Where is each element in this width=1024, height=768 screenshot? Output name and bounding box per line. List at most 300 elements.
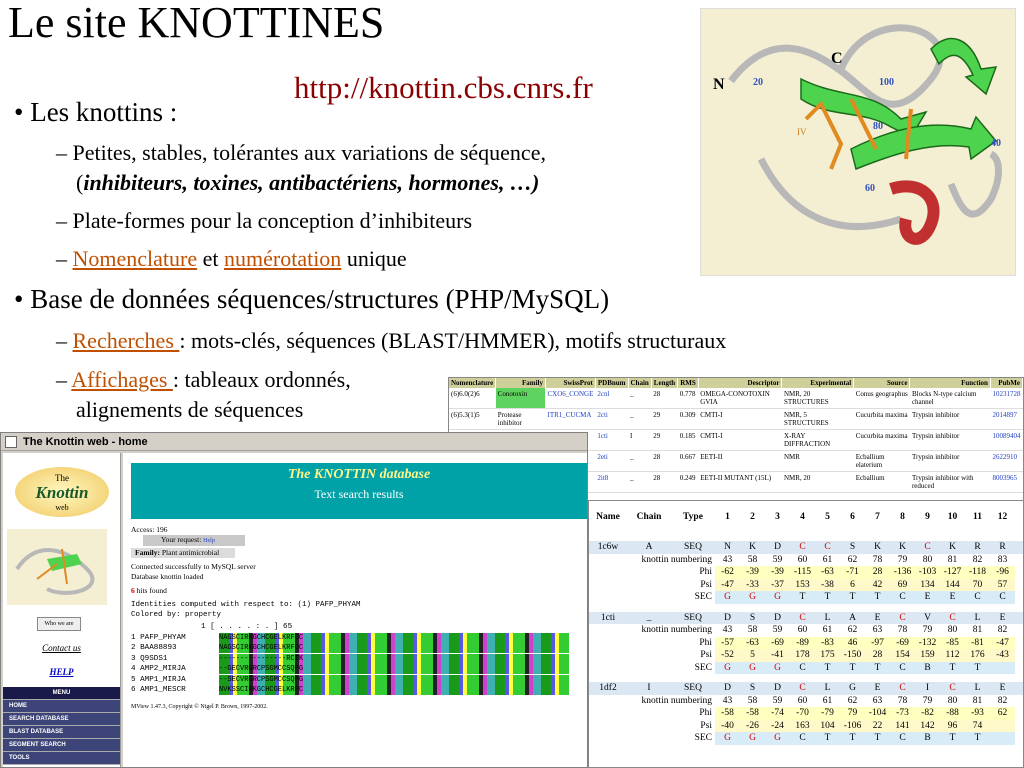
results-cell: CMTI-I: [698, 430, 782, 451]
numbering-row: [589, 591, 1023, 604]
numbering-cell: 62: [847, 625, 858, 635]
numbering-cell: 96: [940, 720, 965, 733]
numbering-cell: C: [790, 662, 815, 675]
numbering-cell: T: [815, 591, 840, 604]
numbering-cell: G: [740, 732, 765, 745]
results-cell: Conus geographus: [854, 388, 910, 409]
results-cell: EETI-II: [698, 451, 782, 472]
bullet-database: • Base de données séquences/structures (PHP/MySQL): [14, 284, 610, 314]
menu-item[interactable]: HOME: [3, 700, 120, 713]
numbering-cell: -58: [715, 707, 740, 720]
numbering-cell: C: [799, 542, 806, 552]
numbering-cell: -97: [865, 637, 890, 650]
numbering-cell: 58: [747, 695, 758, 706]
numbering-cell: 112: [940, 649, 965, 662]
numbering-cell: 104: [815, 720, 840, 733]
entry-name[interactable]: 1cti: [600, 612, 616, 623]
numbering-cell: 58: [747, 554, 758, 565]
numbering-cell: -83: [815, 637, 840, 650]
numbering-cell: -38: [815, 579, 840, 592]
numbering-cell: -150: [840, 649, 865, 662]
numbering-cell: R: [974, 542, 981, 552]
sequence-id[interactable]: 5 AMP1_MIRJA: [131, 675, 186, 684]
knottin-structure-image: [700, 8, 1016, 276]
residue-60-label: 60: [865, 183, 875, 194]
bullet-knottins: • Les knottins :: [14, 97, 178, 127]
results-cell: 0.778: [678, 388, 699, 409]
numbering-cell: -58: [740, 707, 765, 720]
row-type: Psi: [700, 720, 712, 731]
numbering-cell: S: [749, 612, 756, 623]
results-cell: NMR, 5 STRUCTURES: [782, 409, 854, 430]
results-header-cell[interactable]: Function: [910, 378, 991, 388]
numbering-cell: -93: [965, 707, 990, 720]
nomenclature-link[interactable]: Nomenclature: [72, 246, 198, 271]
results-header-cell[interactable]: Experimental: [782, 378, 854, 388]
numbering-cell: 28: [865, 566, 890, 579]
results-cell: 29: [651, 430, 677, 451]
results-cell: _: [628, 409, 651, 430]
numbering-row: [589, 612, 1023, 625]
numbering-cell: -82: [915, 707, 940, 720]
slide-title: Le site KNOTTINES: [8, 0, 385, 47]
sequence-id[interactable]: 6 AMP1_MESCR: [131, 686, 186, 694]
numbering-row: [589, 624, 1023, 637]
entry-chain: A: [645, 542, 653, 552]
row-type: SEC: [694, 592, 712, 602]
numbering-row: [589, 707, 1023, 720]
numbering-cell: 46: [840, 637, 865, 650]
numbering-cell: T: [865, 662, 890, 675]
numbering-cell: 62: [990, 707, 1015, 720]
sidebar: [3, 453, 121, 768]
numbering-cell: -26: [740, 720, 765, 733]
numbering-cell: 61: [822, 625, 833, 635]
entry-chain: I: [647, 683, 651, 693]
numbering-cell: -37: [765, 579, 790, 592]
numbering-cell: -88: [940, 707, 965, 720]
numbering-cell: 69: [890, 579, 915, 592]
numbering-cell: 141: [890, 720, 915, 733]
numbering-header-cell: 4: [800, 512, 805, 522]
sequence-id[interactable]: 4 AMP2_MIRJA: [131, 665, 186, 673]
numbering-cell: -79: [815, 707, 840, 720]
row-type: Psi: [700, 579, 712, 590]
results-header-cell[interactable]: Source: [854, 378, 910, 388]
results-header-cell[interactable]: Family: [496, 378, 546, 388]
numbering-cell: -71: [840, 566, 865, 579]
alignment-ruler: 1 [ . . . . : . ] 65: [201, 623, 293, 631]
numbering-cell: -127: [940, 566, 965, 579]
help-link[interactable]: HELP: [49, 667, 74, 677]
structure-thumbnail: [7, 529, 107, 605]
row-type: knottin numbering: [641, 625, 712, 635]
results-cell: Cucurbita maxima: [854, 430, 910, 451]
results-header-cell[interactable]: Chain: [628, 378, 651, 388]
row-type: SEQ: [684, 683, 702, 693]
numbering-cell: 79: [897, 554, 908, 565]
alignment-row: [131, 664, 588, 675]
numbering-cell: 81: [947, 554, 958, 565]
banner-subtitle: Text search results: [314, 487, 404, 501]
numbering-cell: K: [949, 542, 956, 552]
numbering-cell: D: [774, 612, 781, 623]
numbering-cell: T: [965, 732, 990, 745]
numbering-cell: 42: [865, 579, 890, 592]
numbering-cell: G: [715, 662, 740, 675]
numbering-cell: -89: [790, 637, 815, 650]
numbering-cell: -104: [865, 707, 890, 720]
results-cell: Ecballium: [854, 472, 910, 493]
numbering-cell: D: [774, 683, 781, 693]
results-cell: 10089404: [990, 430, 1022, 451]
results-cell: Cucurbita maxima: [854, 409, 910, 430]
sequence-residues: NVKSSCIRKGCHCGELKRFC: [219, 685, 569, 695]
alignment-row: [131, 685, 588, 696]
numbering-cell: L: [824, 683, 831, 693]
numbering-cell: G: [740, 662, 765, 675]
numbering-cell: -43: [990, 649, 1015, 662]
results-cell: 2cnl: [595, 388, 628, 409]
numbering-cell: -81: [965, 637, 990, 650]
banner-title: The KNOTTIN database: [287, 467, 431, 482]
results-cell: 28: [651, 472, 677, 493]
numbering-header-cell: 9: [925, 512, 930, 522]
numbering-cell: L: [974, 683, 981, 693]
numbering-cell: -63: [815, 566, 840, 579]
numbering-cell: -132: [915, 637, 940, 650]
numbering-cell: 60: [797, 625, 808, 635]
knottin-web-browser: [0, 432, 588, 768]
sequence-residues: NAGSCIRKGCHCGELKRFCC: [219, 633, 569, 643]
results-cell: 1cti: [595, 430, 628, 451]
page-banner: [131, 463, 587, 519]
recherches-link[interactable]: Recherches: [72, 328, 180, 353]
numbering-cell: -40: [715, 720, 740, 733]
numbering-cell: T: [815, 732, 840, 745]
alignment-row: [131, 675, 588, 686]
numbering-cell: T: [815, 662, 840, 675]
numbering-cell: -52: [715, 649, 740, 662]
results-cell: 2cti: [595, 409, 628, 430]
results-header-cell[interactable]: SwissProt: [545, 378, 595, 388]
numbering-cell: C: [890, 662, 915, 675]
numbering-cell: G: [765, 662, 790, 675]
colored-line: Colored by: property: [131, 611, 222, 619]
numbering-cell: C: [899, 683, 906, 693]
numbering-cell: 80: [922, 554, 933, 565]
numbering-cell: -118: [965, 566, 990, 579]
numerotation-link[interactable]: numérotation: [224, 246, 342, 271]
results-header-cell[interactable]: Nomenclature: [449, 378, 496, 388]
menu-item[interactable]: BLAST DATABASE: [3, 726, 120, 739]
numbering-cell: G: [715, 732, 740, 745]
results-cell: EETI-II MUTANT (15L): [698, 472, 782, 493]
numbering-cell: C: [965, 591, 990, 604]
numbering-cell: R: [999, 542, 1006, 552]
numbering-cell: -63: [740, 637, 765, 650]
numbering-cell: L: [974, 612, 981, 623]
numbering-cell: V: [924, 612, 931, 623]
sequence-alignment: [131, 622, 588, 696]
numbering-cell: -47: [990, 637, 1015, 650]
results-cell: 29: [651, 409, 677, 430]
logo-top-text: The: [55, 472, 69, 483]
numbering-cell: 82: [972, 554, 983, 565]
browser-titlebar: [1, 433, 587, 451]
numbering-cell: -41: [765, 649, 790, 662]
numbering-cell: 70: [965, 579, 990, 592]
numbering-cell: [990, 732, 1015, 745]
numbering-cell: L: [824, 612, 831, 623]
row-type: Phi: [699, 567, 712, 577]
numbering-cell: C: [949, 683, 956, 693]
menu-item[interactable]: SEARCH DATABASE: [3, 713, 120, 726]
numbering-header-cell: 11: [973, 512, 982, 522]
numbering-header-cell: 8: [900, 512, 905, 522]
results-cell: (6)6.0(2)6: [449, 388, 496, 409]
menu-item[interactable]: SEGMENT SEARCH: [3, 739, 120, 752]
numbering-cell: 59: [772, 695, 783, 706]
numbering-cell: C: [890, 732, 915, 745]
numbering-cell: G: [765, 591, 790, 604]
row-type: knottin numbering: [641, 554, 712, 565]
numbering-cell: -115: [790, 566, 815, 579]
request-value[interactable]: Help: [203, 538, 215, 544]
numbering-cell: E: [999, 612, 1006, 623]
page-icon: [5, 436, 17, 448]
numbering-cell: E: [999, 683, 1006, 693]
numbering-cell: 154: [890, 649, 915, 662]
numbering-header-cell: 5: [825, 512, 830, 522]
numbering-cell: K: [899, 542, 906, 552]
results-header-cell[interactable]: Length: [651, 378, 677, 388]
results-cell: _: [628, 388, 651, 409]
numbering-cell: 60: [797, 695, 808, 706]
alignment-row: [131, 633, 588, 644]
entry-chain: _: [646, 612, 652, 623]
numbering-header-cell: 12: [997, 512, 1008, 522]
results-cell: Protease inhibitor: [496, 409, 546, 430]
numbering-cell: -96: [990, 566, 1015, 579]
numbering-cell: 5: [740, 649, 765, 662]
numbering-cell: 6: [840, 579, 865, 592]
numbering-cell: -106: [840, 720, 865, 733]
sub-bullet-affichages: – Affichages : tableaux ordonnés,: [56, 367, 351, 392]
browser-title: The Knottin web - home: [23, 435, 148, 448]
results-cell: 28: [651, 451, 677, 472]
results-header-cell[interactable]: Descriptor: [698, 378, 782, 388]
alignment-row: [131, 643, 588, 654]
numbering-cell: 59: [772, 554, 783, 565]
numbering-row: [589, 579, 1023, 592]
numbering-cell: 79: [840, 707, 865, 720]
sequence-residues: NAGSCIRKGCHCGELKRFCC: [219, 643, 569, 653]
alignment-row: [131, 654, 588, 665]
results-cell: Trypsin inhibitor: [910, 409, 991, 430]
results-cell: NMR: [782, 451, 854, 472]
residue-80-label: 80: [873, 121, 883, 132]
results-header-cell[interactable]: RMS: [678, 378, 699, 388]
numbering-cell: 82: [997, 625, 1008, 635]
entry-name[interactable]: 1c6w: [597, 542, 619, 552]
numbering-cell: 78: [872, 554, 883, 565]
numbering-cell: 61: [822, 554, 833, 565]
numbering-cell: C: [924, 542, 931, 552]
logo-bottom-text: web: [55, 502, 69, 512]
who-we-are-button[interactable]: Who we are: [37, 617, 81, 631]
numbering-cell: -33: [740, 579, 765, 592]
family-row: Family: Plant antimicrobial: [131, 548, 235, 558]
numbering-cell: K: [749, 542, 756, 552]
entry-name[interactable]: 1df2: [599, 683, 617, 693]
row-type: Phi: [699, 637, 712, 648]
sequence-id[interactable]: 2 BAA88893: [131, 644, 177, 652]
numbering-row: [589, 695, 1023, 708]
numbering-cell: 78: [897, 625, 908, 635]
results-cell: Ecballium elaterium: [854, 451, 910, 472]
logo-main-text: Knottin: [35, 482, 89, 502]
numbering-cell: 43: [722, 625, 733, 635]
numbering-cell: 134: [915, 579, 940, 592]
numbering-cell: -62: [715, 566, 740, 579]
numbering-cell: 62: [847, 695, 858, 706]
sub-bullet-alignements: alignements de séquences: [76, 397, 304, 422]
row-type: Phi: [699, 708, 712, 718]
numbering-cell: 83: [997, 554, 1008, 565]
numbering-cell: C: [890, 591, 915, 604]
results-cell: 0.309: [678, 409, 699, 430]
menu-item[interactable]: TOOLS: [3, 752, 120, 765]
numbering-cell: E: [874, 612, 881, 623]
numbering-cell: D: [774, 542, 781, 552]
numbering-cell: 80: [947, 625, 958, 635]
numbering-cell: E: [874, 683, 881, 693]
main-menu: [3, 687, 120, 765]
results-cell: _: [628, 451, 651, 472]
loaded-msg: Database knottin loaded: [131, 572, 204, 581]
numbering-cell: K: [874, 542, 881, 552]
results-cell: Trypsin inhibitor: [910, 430, 991, 451]
sequence-id[interactable]: 3 Q9SDS1: [131, 654, 168, 663]
numbering-cell: 81: [972, 625, 983, 635]
results-row[interactable]: [449, 409, 1023, 430]
numbering-header-cell: Chain: [636, 512, 662, 522]
row-type: Psi: [700, 650, 712, 660]
numbering-cell: T: [840, 591, 865, 604]
numbering-cell: T: [865, 591, 890, 604]
sequence-id[interactable]: 1 PAFP_PHYAM: [131, 633, 186, 642]
numbering-row: [589, 720, 1023, 733]
numbering-cell: -69: [765, 637, 790, 650]
numbering-header-cell: Name: [596, 512, 620, 522]
affichages-link[interactable]: Affichages: [71, 367, 173, 392]
contact-us-link[interactable]: Contact us: [42, 643, 81, 653]
numbering-cell: 159: [915, 649, 940, 662]
numbering-header-cell: 1: [725, 512, 730, 522]
numbering-cell: 74: [965, 720, 990, 733]
numbering-cell: T: [840, 662, 865, 675]
numbering-cell: C: [949, 612, 956, 623]
numbering-header-cell: 6: [850, 512, 855, 522]
numbering-cell: 22: [865, 720, 890, 733]
numbering-cell: 178: [790, 649, 815, 662]
numbering-cell: B: [915, 732, 940, 745]
results-cell: Trypsin inhibitor: [910, 451, 991, 472]
numbering-row: [589, 732, 1023, 745]
row-type: knottin numbering: [641, 695, 712, 706]
residue-20-label: 20: [753, 77, 763, 88]
numbering-cell: T: [940, 732, 965, 745]
site-url[interactable]: http://knottin.cbs.cnrs.fr: [294, 70, 593, 105]
results-cell: 2eti: [595, 451, 628, 472]
numbering-cell: T: [940, 662, 965, 675]
numbering-cell: T: [840, 732, 865, 745]
residue-100-label: 100: [879, 77, 894, 88]
hits-found: 6 hits found: [131, 586, 167, 595]
numbering-cell: -85: [940, 637, 965, 650]
results-cell: (6)5.3(1)5: [449, 409, 496, 430]
numbering-cell: B: [915, 662, 940, 675]
numbering-row: [589, 541, 1023, 554]
numbering-cell: -39: [740, 566, 765, 579]
numbering-header-cell: 7: [875, 512, 880, 522]
numbering-cell: C: [799, 683, 806, 693]
numbering-cell: -73: [890, 707, 915, 720]
numbering-cell: E: [915, 591, 940, 604]
identity-line: Identities computed with respect to: (1) PAFP_PHYAM: [131, 601, 361, 609]
numbering-cell: 153: [790, 579, 815, 592]
results-header-cell[interactable]: PubMe: [990, 378, 1022, 388]
sub-bullet-nomenclature: – Nomenclature et numérotation unique: [56, 246, 407, 271]
access-count: Access: 196: [131, 525, 168, 534]
results-cell: NMR, 20: [782, 472, 854, 493]
results-cell: 0.249: [678, 472, 699, 493]
numbering-cell: 59: [772, 625, 783, 635]
numbering-cell: C: [799, 612, 806, 623]
results-cell: OMEGA-CONOTOXIN GVIA: [698, 388, 782, 409]
numbering-cell: 63: [872, 695, 883, 706]
numbering-cell: C: [899, 612, 906, 623]
n-terminus-label: N: [713, 76, 725, 93]
numbering-cell: E: [940, 591, 965, 604]
results-cell: Blocks N-type calcium channel: [910, 388, 991, 409]
numbering-cell: I: [925, 683, 930, 693]
numbering-cell: 57: [990, 579, 1015, 592]
numbering-cell: -70: [790, 707, 815, 720]
numbering-cell: G: [849, 683, 856, 693]
numbering-cell: -57: [715, 637, 740, 650]
numbering-header-cell: 10: [947, 512, 958, 522]
numbering-cell: S: [749, 683, 756, 693]
results-cell: I: [628, 430, 651, 451]
results-header-cell[interactable]: PDBnum: [595, 378, 628, 388]
numbering-cell: C: [824, 542, 831, 552]
numbering-cell: T: [790, 591, 815, 604]
numbering-cell: [990, 662, 1015, 675]
results-cell: 0.185: [678, 430, 699, 451]
results-cell: CXO6_CONGE: [545, 388, 595, 409]
results-row[interactable]: [449, 388, 1023, 409]
numbering-row: [589, 682, 1023, 695]
numbering-cell: A: [849, 612, 856, 623]
numbering-cell: 63: [872, 625, 883, 635]
numbering-row: [589, 637, 1023, 650]
row-type: SEQ: [684, 542, 702, 552]
numbering-cell: G: [740, 591, 765, 604]
knottin-web-logo[interactable]: [15, 467, 109, 517]
sequence-residues: --GECVRGRCPSGMCCSQFG: [219, 664, 569, 674]
